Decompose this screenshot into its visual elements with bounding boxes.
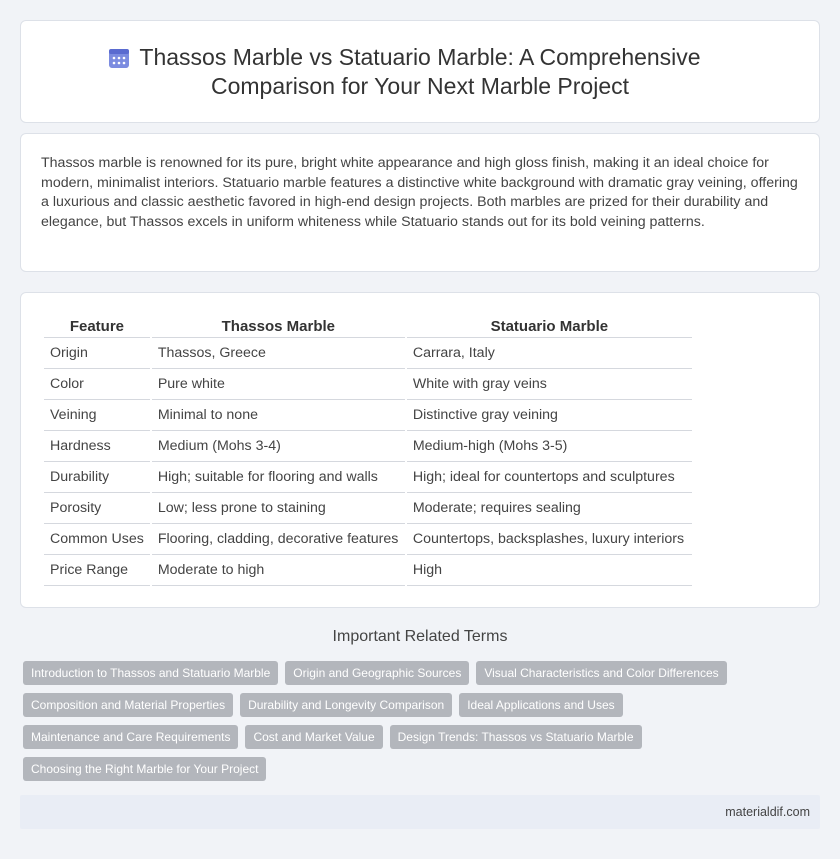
comparison-card [20,292,820,608]
table-row [44,493,692,524]
title-card [20,20,820,123]
column-header-thassos: Thassos Marble [152,316,405,338]
statuario-cell: High [407,555,692,586]
related-term-tag[interactable]: Maintenance and Care Requirements [23,725,238,749]
feature-cell: Origin [44,338,150,369]
related-term-tag[interactable]: Design Trends: Thassos vs Statuario Marble [390,725,642,749]
related-terms-heading: Important Related Terms [332,628,508,645]
statuario-cell: White with gray veins [407,369,692,400]
intro-card [20,133,820,272]
related-terms-list [23,661,813,789]
thassos-cell: High; suitable for flooring and walls [152,462,405,493]
page-title: Thassos Marble vs Statuario Marble: A Comprehensive Comparison for Your Next Marble Project [139,44,701,99]
site-name[interactable]: materialdif.com [725,805,810,819]
column-header-feature: Feature [44,316,150,338]
feature-cell: Hardness [44,431,150,462]
related-term-tag[interactable]: Ideal Applications and Uses [459,693,622,717]
statuario-cell: Medium-high (Mohs 3-5) [407,431,692,462]
table-row [44,524,692,555]
table-row [44,400,692,431]
related-term-tag[interactable]: Introduction to Thassos and Statuario Marble [23,661,278,685]
intro-paragraph: Thassos marble is renowned for its pure, bright white appearance and high gloss finish, making it an ideal choice for modern, minimalist interiors. Statuario marble features a distinctive white background with dramatic gray veining, offering a luxurious and classic aesthetic favored in high-end design projects. Both marbles are prized for their durability and elegance, but Thassos excels in uniform whiteness while Statuario stands out for its bold veining patterns. [41,155,798,230]
table-row [44,431,692,462]
table-row [44,369,692,400]
statuario-cell: High; ideal for countertops and sculptures [407,462,692,493]
thassos-cell: Minimal to none [152,400,405,431]
related-term-tag[interactable]: Durability and Longevity Comparison [240,693,452,717]
statuario-cell: Moderate; requires sealing [407,493,692,524]
related-term-tag[interactable]: Composition and Material Properties [23,693,233,717]
statuario-cell: Carrara, Italy [407,338,692,369]
thassos-cell: Medium (Mohs 3-4) [152,431,405,462]
column-header-statuario: Statuario Marble [407,316,692,338]
feature-cell: Common Uses [44,524,150,555]
table-row [44,555,692,586]
thassos-cell: Pure white [152,369,405,400]
related-term-tag[interactable]: Visual Characteristics and Color Differences [476,661,726,685]
related-term-tag[interactable]: Origin and Geographic Sources [285,661,469,685]
table-row [44,338,692,369]
feature-cell: Price Range [44,555,150,586]
thassos-cell: Flooring, cladding, decorative features [152,524,405,555]
feature-cell: Veining [44,400,150,431]
footer [20,795,820,829]
related-term-tag[interactable]: Cost and Market Value [245,725,382,749]
table-header-row [44,316,692,338]
statuario-cell: Distinctive gray veining [407,400,692,431]
feature-cell: Color [44,369,150,400]
related-term-tag[interactable]: Choosing the Right Marble for Your Project [23,757,266,781]
table-row [44,462,692,493]
thassos-cell: Low; less prone to staining [152,493,405,524]
thassos-cell: Moderate to high [152,555,405,586]
feature-cell: Durability [44,462,150,493]
thassos-cell: Thassos, Greece [152,338,405,369]
comparison-table [42,316,694,586]
feature-cell: Porosity [44,493,150,524]
statuario-cell: Countertops, backsplashes, luxury interiors [407,524,692,555]
